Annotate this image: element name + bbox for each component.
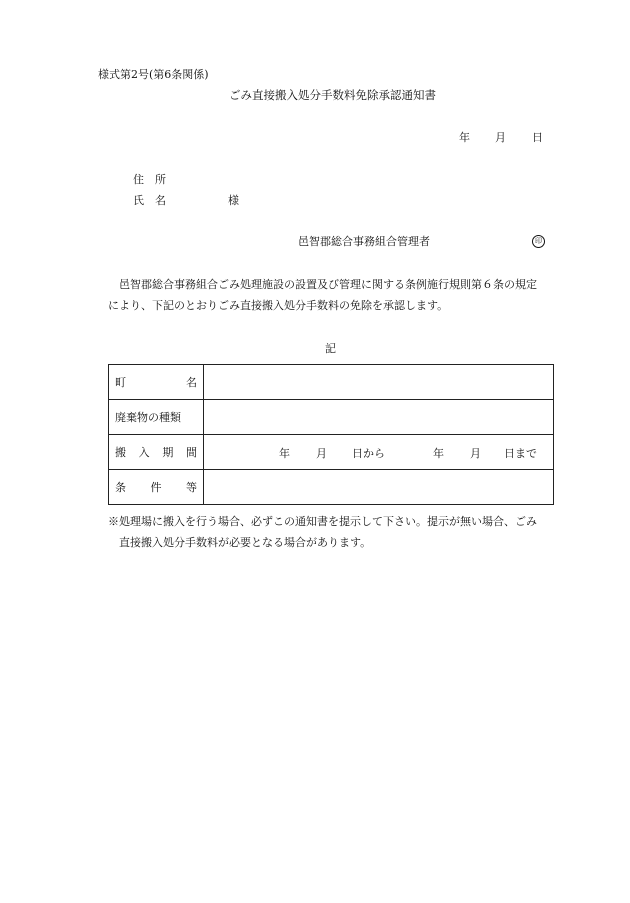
- footnote-line-1: ※処理場に搬入を行う場合、必ずこの通知書を提示して下さい。提示が無い場合、ごみ: [108, 515, 537, 528]
- address-label: 住 所: [133, 173, 166, 186]
- period-value: [204, 435, 554, 470]
- footnote: [108, 511, 578, 553]
- table-row-period: [109, 435, 554, 470]
- period-from-month: 月: [316, 447, 327, 460]
- date-month: 月: [495, 131, 506, 144]
- date-year: 年: [459, 131, 470, 144]
- period-to-day: 日まで: [504, 447, 537, 460]
- honorific: 様: [228, 194, 239, 207]
- date-day: 日: [532, 131, 543, 144]
- conditions-label-char: 条: [115, 481, 126, 494]
- period-label-char: 入: [138, 446, 150, 459]
- period-to-year: 年: [433, 447, 444, 460]
- table-row-conditions: [109, 470, 554, 505]
- footnote-line-2: 直接搬入処分手数料が必要となる場合があります。: [119, 536, 372, 549]
- conditions-value: [204, 470, 554, 505]
- table-row-town: [109, 365, 554, 400]
- waste-type-value: [204, 400, 554, 435]
- town-value: [204, 365, 554, 400]
- period-label-char: 搬: [115, 446, 126, 459]
- waste-type-label: 廃棄物の種類: [109, 400, 204, 435]
- name-label: 氏 名: [133, 194, 166, 207]
- document-title: ごみ直接搬入処分手数料免除承認通知書: [229, 88, 436, 102]
- ki-heading: 記: [325, 342, 336, 355]
- body-line-1: 邑智郡総合事務組合ごみ処理施設の設置及び管理に関する条例施行規則第６条の規定: [119, 278, 537, 291]
- form-number: 様式第2号(第6条関係): [98, 68, 209, 81]
- period-label: [109, 435, 204, 470]
- period-from-day: 日から: [352, 447, 385, 460]
- body-line-2: により、下記のとおりごみ直接搬入処分手数料の免除を承認します。: [108, 299, 449, 312]
- town-label-char: 町: [115, 376, 126, 389]
- conditions-label-char: 等: [186, 481, 197, 494]
- town-label-char: 名: [186, 376, 197, 389]
- period-label-char: 間: [185, 446, 197, 459]
- details-table: [108, 364, 554, 505]
- issuer-name: 邑智郡総合事務組合管理者: [298, 235, 430, 248]
- period-to-month: 月: [470, 447, 481, 460]
- period-from-year: 年: [279, 447, 290, 460]
- period-label-char: 期: [162, 446, 174, 459]
- conditions-label-char: 件: [150, 481, 162, 494]
- conditions-label: [109, 470, 204, 505]
- seal-mark: 印: [532, 235, 545, 248]
- town-label: [109, 365, 204, 400]
- body-paragraph: [108, 274, 573, 316]
- table-row-waste-type: [109, 400, 554, 435]
